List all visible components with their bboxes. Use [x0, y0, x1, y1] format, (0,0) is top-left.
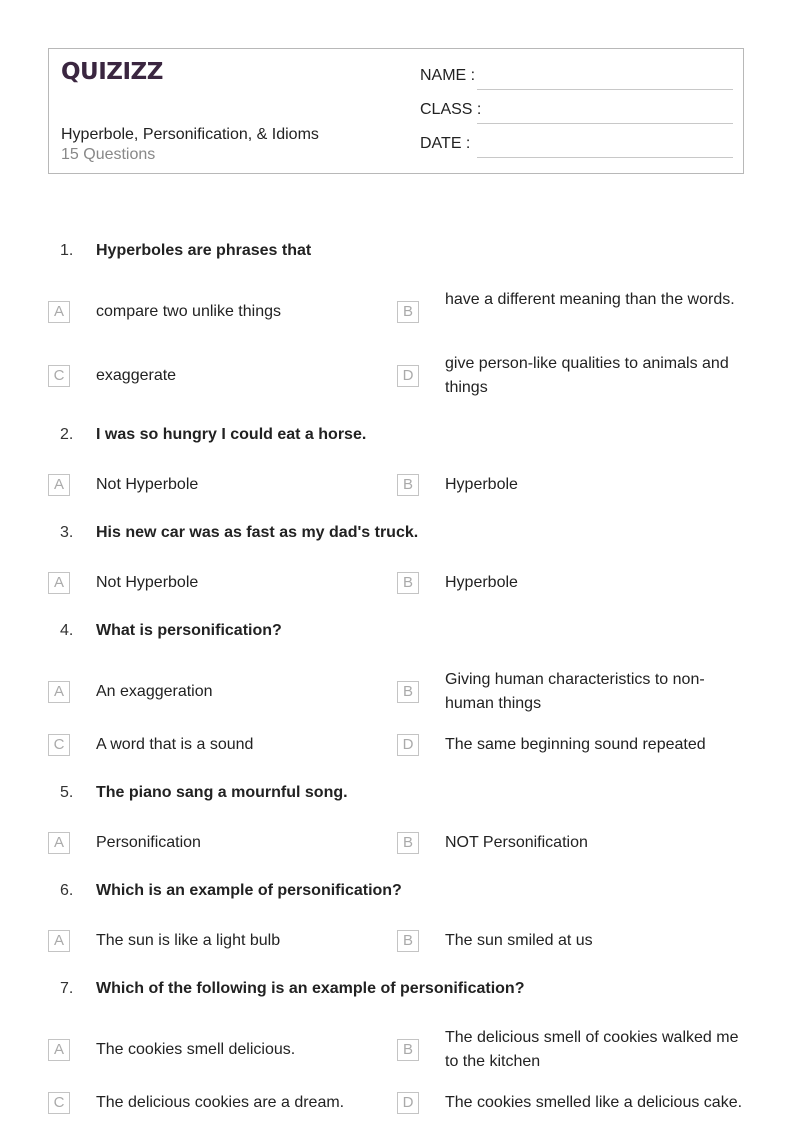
option-box-b[interactable]: B — [397, 1039, 419, 1061]
option-box-a[interactable]: A — [48, 1039, 70, 1061]
question-text: The piano sang a mournful song. — [96, 784, 348, 801]
option-text-d: The cookies smelled like a delicious cake. — [445, 1094, 743, 1111]
question-number: 1. — [60, 242, 74, 259]
class-line[interactable] — [477, 123, 733, 124]
option-text-c: The delicious cookies are a dream. — [96, 1094, 345, 1111]
option-box-d[interactable]: D — [397, 734, 419, 756]
option-box-b[interactable]: B — [397, 832, 419, 854]
option-text-a: Not Hyperbole — [96, 574, 199, 591]
question-number: 3. — [60, 524, 74, 541]
question-text: Hyperboles are phrases that — [96, 242, 312, 259]
question-text: Which is an example of personification? — [96, 882, 402, 899]
class-field[interactable] — [420, 101, 733, 125]
date-field[interactable] — [420, 135, 733, 159]
question-number: 6. — [60, 882, 74, 899]
option-text-a: compare two unlike things — [96, 303, 281, 320]
worksheet-title: Hyperbole, Personification, & Idioms — [61, 126, 319, 143]
option-box-a[interactable]: A — [48, 832, 70, 854]
option-text-d: give person-like qualities to animals and things — [445, 355, 729, 396]
option-box-a[interactable]: A — [48, 301, 70, 323]
option-box-c[interactable]: C — [48, 365, 70, 387]
option-box-a[interactable]: A — [48, 681, 70, 703]
option-text-b: Hyperbole — [445, 574, 518, 591]
option-text-a: An exaggeration — [96, 683, 213, 700]
option-box-a[interactable]: A — [48, 572, 70, 594]
question-number: 7. — [60, 980, 74, 997]
option-box-b[interactable]: B — [397, 474, 419, 496]
question-number: 4. — [60, 622, 74, 639]
option-text-a: The sun is like a light bulb — [96, 932, 281, 949]
option-text-a: Personification — [96, 834, 201, 851]
date-line[interactable] — [477, 157, 733, 158]
option-box-b[interactable]: B — [397, 572, 419, 594]
option-box-a[interactable]: A — [48, 474, 70, 496]
option-box-b[interactable]: B — [397, 930, 419, 952]
worksheet-header — [48, 48, 744, 174]
class-label: CLASS : — [420, 101, 482, 118]
option-text-c: A word that is a sound — [96, 736, 254, 753]
question-text: What is personification? — [96, 622, 282, 639]
question-count: 15 Questions — [61, 146, 156, 163]
question-number: 2. — [60, 426, 74, 443]
name-line[interactable] — [477, 89, 733, 90]
question-text: I was so hungry I could eat a horse. — [96, 426, 367, 443]
option-text-b: NOT Personification — [445, 834, 588, 851]
option-text-b: The delicious smell of cookies walked me to the kitchen — [445, 1029, 739, 1070]
name-field[interactable] — [420, 67, 733, 91]
option-box-b[interactable]: B — [397, 301, 419, 323]
option-box-b[interactable]: B — [397, 681, 419, 703]
question-text: His new car was as fast as my dad's truck. — [96, 524, 419, 541]
option-text-b: Giving human characteristics to non-human things — [445, 671, 705, 712]
option-text-a: The cookies smell delicious. — [96, 1041, 296, 1058]
option-text-d: The same beginning sound repeated — [445, 736, 706, 753]
option-text-b: Hyperbole — [445, 476, 518, 493]
question-number: 5. — [60, 784, 74, 801]
option-text-a: Not Hyperbole — [96, 476, 199, 493]
option-text-c: exaggerate — [96, 367, 177, 384]
option-box-d[interactable]: D — [397, 1092, 419, 1114]
option-text-b: have a different meaning than the words. — [445, 291, 735, 308]
quizizz-logo: QUIZIZZ — [61, 59, 163, 85]
option-box-c[interactable]: C — [48, 734, 70, 756]
option-box-a[interactable]: A — [48, 930, 70, 952]
option-text-b: The sun smiled at us — [445, 932, 593, 949]
option-box-d[interactable]: D — [397, 365, 419, 387]
option-box-c[interactable]: C — [48, 1092, 70, 1114]
date-label: DATE : — [420, 135, 471, 152]
question-text: Which of the following is an example of personification? — [96, 980, 525, 997]
name-label: NAME : — [420, 67, 476, 84]
